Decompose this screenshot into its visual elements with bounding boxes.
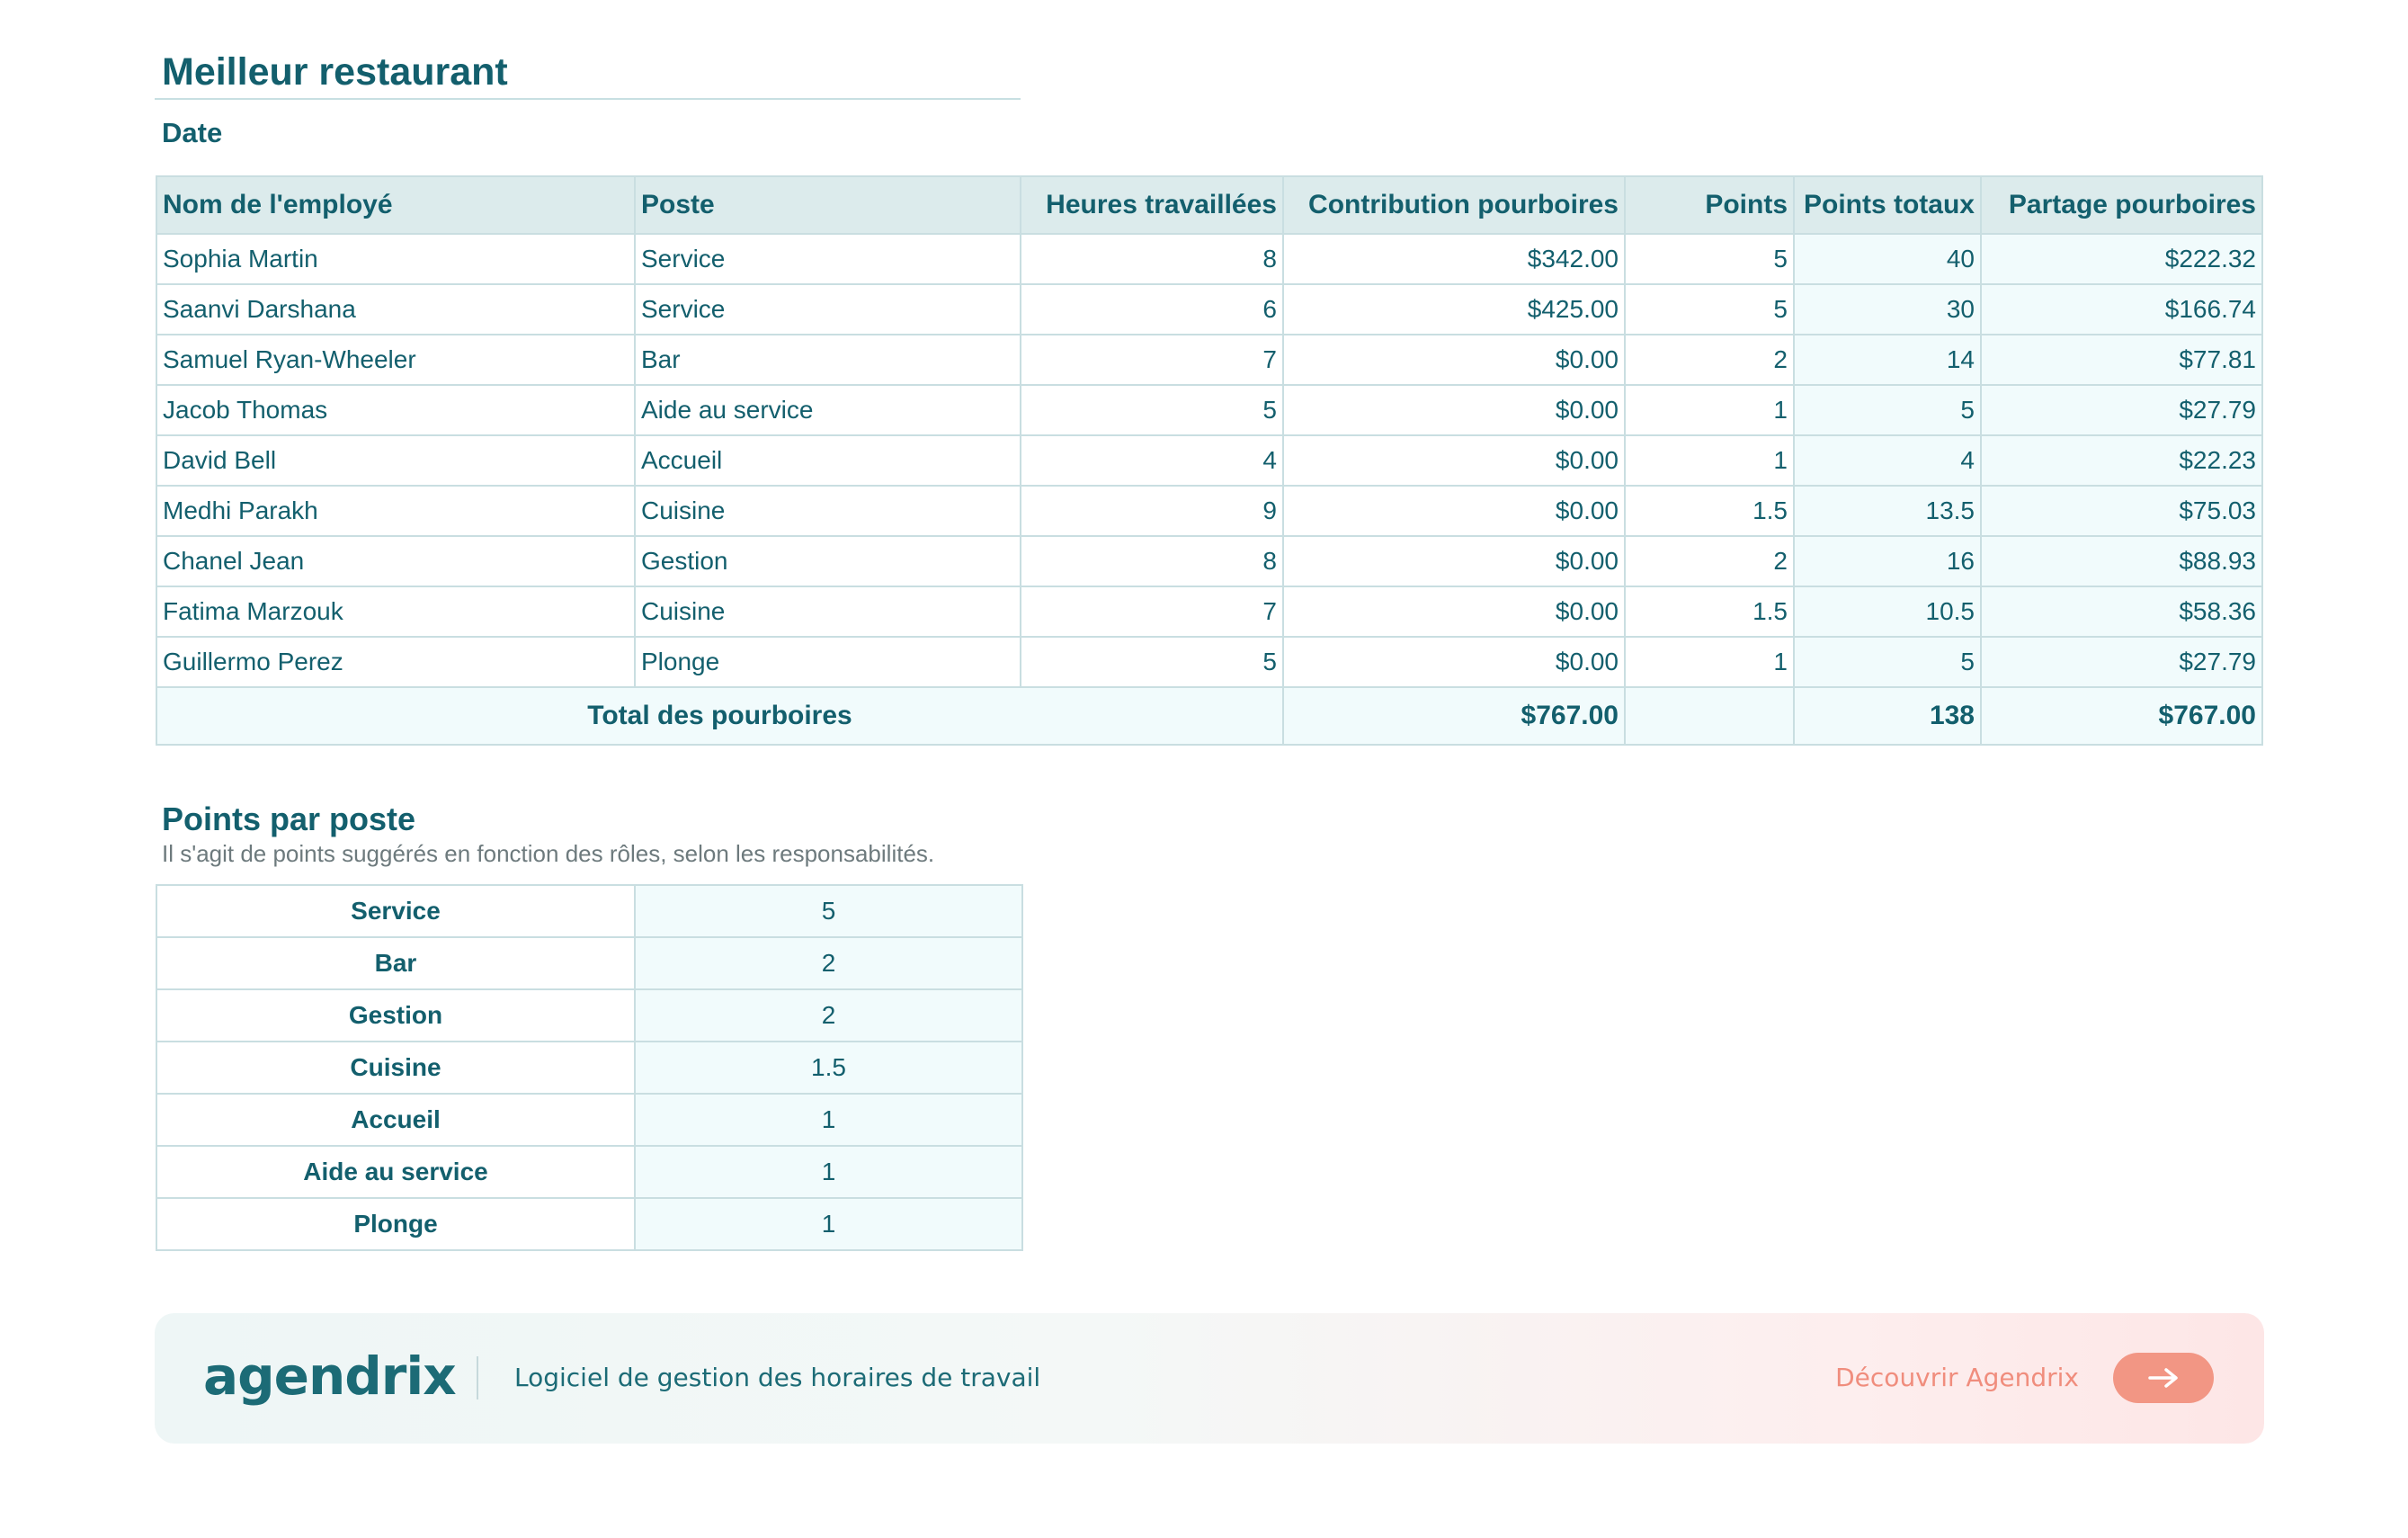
- list-item: [156, 1198, 1022, 1250]
- total-contribution: $767.00: [1283, 687, 1625, 745]
- cell-tip-share[interactable]: $22.23: [1981, 435, 2262, 486]
- table-row: [156, 335, 2262, 385]
- cell-total-points[interactable]: 14: [1794, 335, 1981, 385]
- total-label: Total des pourboires: [156, 687, 1283, 745]
- column-header-tip-share[interactable]: Partage pourboires: [1981, 176, 2262, 234]
- title-underline: [155, 98, 1021, 100]
- cell-tip-contribution[interactable]: $342.00: [1283, 234, 1625, 284]
- position-points[interactable]: 1.5: [635, 1042, 1022, 1094]
- position-name[interactable]: Bar: [156, 937, 635, 989]
- tip-distribution-table: [156, 175, 2263, 746]
- cell-tip-share[interactable]: $58.36: [1981, 586, 2262, 637]
- column-header-position[interactable]: Poste: [635, 176, 1021, 234]
- cell-hours[interactable]: 5: [1021, 385, 1283, 435]
- table-row: [156, 536, 2262, 586]
- cell-employee-name[interactable]: Samuel Ryan-Wheeler: [156, 335, 635, 385]
- cell-employee-name[interactable]: Guillermo Perez: [156, 637, 635, 687]
- table-header-row: [156, 176, 2262, 234]
- cell-total-points[interactable]: 16: [1794, 536, 1981, 586]
- cell-tip-contribution[interactable]: $0.00: [1283, 586, 1625, 637]
- list-item: [156, 989, 1022, 1042]
- list-item: [156, 885, 1022, 937]
- table-row: [156, 234, 2262, 284]
- cell-tip-contribution[interactable]: $425.00: [1283, 284, 1625, 335]
- cell-total-points[interactable]: 30: [1794, 284, 1981, 335]
- cell-tip-share[interactable]: $75.03: [1981, 486, 2262, 536]
- cell-hours[interactable]: 6: [1021, 284, 1283, 335]
- position-name[interactable]: Aide au service: [156, 1146, 635, 1198]
- cell-position[interactable]: Plonge: [635, 637, 1021, 687]
- cell-points[interactable]: 1.5: [1625, 586, 1794, 637]
- total-points: 138: [1794, 687, 1981, 745]
- cell-employee-name[interactable]: David Bell: [156, 435, 635, 486]
- cell-tip-contribution[interactable]: $0.00: [1283, 536, 1625, 586]
- cell-employee-name[interactable]: Chanel Jean: [156, 536, 635, 586]
- table-row: [156, 385, 2262, 435]
- cell-hours[interactable]: 8: [1021, 536, 1283, 586]
- date-label: Date: [162, 117, 223, 148]
- cell-employee-name[interactable]: Jacob Thomas: [156, 385, 635, 435]
- column-header-tip-contribution[interactable]: Contribution pourboires: [1283, 176, 1625, 234]
- banner-divider: [477, 1356, 478, 1399]
- agendrix-banner[interactable]: [155, 1313, 2264, 1444]
- cell-points[interactable]: 1: [1625, 435, 1794, 486]
- cell-position[interactable]: Service: [635, 234, 1021, 284]
- page-title: Meilleur restaurant: [162, 50, 508, 94]
- list-item: [156, 1042, 1022, 1094]
- list-item: [156, 1146, 1022, 1198]
- cell-tip-share[interactable]: $166.74: [1981, 284, 2262, 335]
- column-header-total-points[interactable]: Points totaux: [1794, 176, 1981, 234]
- discover-agendrix-button[interactable]: [2113, 1353, 2214, 1403]
- arrow-right-icon: [2147, 1367, 2180, 1389]
- list-item: [156, 937, 1022, 989]
- position-name[interactable]: Plonge: [156, 1198, 635, 1250]
- cell-tip-share[interactable]: $77.81: [1981, 335, 2262, 385]
- position-name[interactable]: Cuisine: [156, 1042, 635, 1094]
- total-tip-share: $767.00: [1981, 687, 2262, 745]
- points-section-title: Points par poste: [162, 800, 416, 837]
- cell-total-points[interactable]: 40: [1794, 234, 1981, 284]
- points-by-position-table: [156, 884, 1023, 1251]
- position-name[interactable]: Accueil: [156, 1094, 635, 1146]
- position-points[interactable]: 1: [635, 1146, 1022, 1198]
- cell-tip-contribution[interactable]: $0.00: [1283, 385, 1625, 435]
- cell-total-points[interactable]: 5: [1794, 385, 1981, 435]
- discover-agendrix-link[interactable]: Découvrir Agendrix: [1835, 1363, 2079, 1392]
- cell-position[interactable]: Cuisine: [635, 586, 1021, 637]
- cell-points[interactable]: 1: [1625, 385, 1794, 435]
- cell-points[interactable]: 1.5: [1625, 486, 1794, 536]
- cell-points[interactable]: 2: [1625, 335, 1794, 385]
- table-row: [156, 486, 2262, 536]
- cell-tip-share[interactable]: $88.93: [1981, 536, 2262, 586]
- cell-tip-contribution[interactable]: $0.00: [1283, 637, 1625, 687]
- cell-total-points[interactable]: 5: [1794, 637, 1981, 687]
- cell-hours[interactable]: 7: [1021, 586, 1283, 637]
- cell-points[interactable]: 5: [1625, 284, 1794, 335]
- cell-position[interactable]: Service: [635, 284, 1021, 335]
- table-row: [156, 435, 2262, 486]
- list-item: [156, 1094, 1022, 1146]
- position-points[interactable]: 2: [635, 989, 1022, 1042]
- position-points[interactable]: 1: [635, 1198, 1022, 1250]
- cell-employee-name[interactable]: Saanvi Darshana: [156, 284, 635, 335]
- cell-position[interactable]: Aide au service: [635, 385, 1021, 435]
- column-header-hours-worked[interactable]: Heures travaillées: [1021, 176, 1283, 234]
- cell-position[interactable]: Accueil: [635, 435, 1021, 486]
- position-points[interactable]: 5: [635, 885, 1022, 937]
- cell-points[interactable]: 5: [1625, 234, 1794, 284]
- points-section-subtitle: Il s'agit de points suggérés en fonction des rôles, selon les responsabilités.: [162, 840, 935, 867]
- cell-hours[interactable]: 8: [1021, 234, 1283, 284]
- cell-tip-contribution[interactable]: $0.00: [1283, 435, 1625, 486]
- cell-points[interactable]: 2: [1625, 536, 1794, 586]
- cell-hours[interactable]: 9: [1021, 486, 1283, 536]
- agendrix-logo[interactable]: agendrix: [203, 1346, 456, 1407]
- position-points[interactable]: 2: [635, 937, 1022, 989]
- cell-total-points[interactable]: 13.5: [1794, 486, 1981, 536]
- total-row: [156, 687, 2262, 745]
- cell-position[interactable]: Bar: [635, 335, 1021, 385]
- cell-employee-name[interactable]: Fatima Marzouk: [156, 586, 635, 637]
- cell-tip-contribution[interactable]: $0.00: [1283, 335, 1625, 385]
- cell-points[interactable]: 1: [1625, 637, 1794, 687]
- total-points-empty: [1625, 687, 1794, 745]
- position-points[interactable]: 1: [635, 1094, 1022, 1146]
- cell-hours[interactable]: 7: [1021, 335, 1283, 385]
- cell-total-points[interactable]: 4: [1794, 435, 1981, 486]
- cell-position[interactable]: Gestion: [635, 536, 1021, 586]
- table-row: [156, 586, 2262, 637]
- column-header-employee-name[interactable]: Nom de l'employé: [156, 176, 635, 234]
- cell-hours[interactable]: 5: [1021, 637, 1283, 687]
- cell-employee-name[interactable]: Sophia Martin: [156, 234, 635, 284]
- position-name[interactable]: Service: [156, 885, 635, 937]
- cell-employee-name[interactable]: Medhi Parakh: [156, 486, 635, 536]
- cell-tip-share[interactable]: $27.79: [1981, 385, 2262, 435]
- position-name[interactable]: Gestion: [156, 989, 635, 1042]
- cell-total-points[interactable]: 10.5: [1794, 586, 1981, 637]
- table-row: [156, 637, 2262, 687]
- cell-tip-share[interactable]: $222.32: [1981, 234, 2262, 284]
- cell-tip-contribution[interactable]: $0.00: [1283, 486, 1625, 536]
- cell-tip-share[interactable]: $27.79: [1981, 637, 2262, 687]
- column-header-points[interactable]: Points: [1625, 176, 1794, 234]
- cell-position[interactable]: Cuisine: [635, 486, 1021, 536]
- table-row: [156, 284, 2262, 335]
- cell-hours[interactable]: 4: [1021, 435, 1283, 486]
- banner-tagline: Logiciel de gestion des horaires de travail: [514, 1363, 1041, 1392]
